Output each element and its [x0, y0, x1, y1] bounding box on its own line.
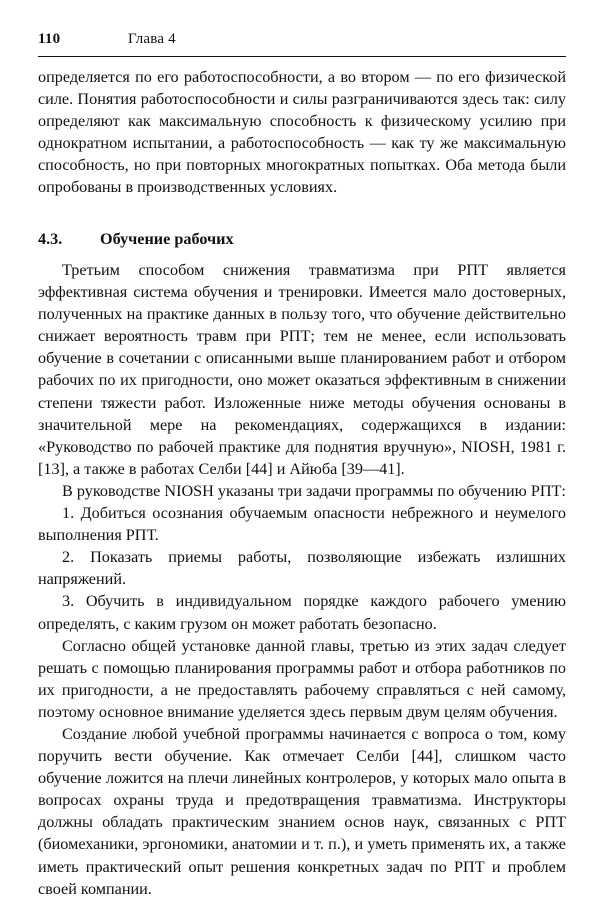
list-item: 3. Обучить в индивидуальном порядке каждого рабочего умению определять, с каким грузом он может работать безопасно.: [38, 592, 566, 633]
section-number: 4.3.: [38, 230, 63, 248]
page-number: 110: [38, 31, 61, 47]
header-rule: [38, 56, 566, 57]
list-item: 2. Показать приемы работы, позволяющие избежать излишних напряжений.: [38, 548, 566, 589]
section-heading: [38, 228, 566, 250]
continued-paragraph: определяется по его работоспособности, а во втором — по его физической силе. Понятия работоспособности и силы разграничиваются здесь так: силу определяют как максимальную способность к физическому усилию при однократном испытании, а работоспособность — как ту же максимальную способность, но при повторных многократных попытках. Оба метода были опробованы в производственных условиях.: [38, 68, 566, 197]
chapter-label: Глава 4: [128, 31, 176, 47]
body-paragraph: В руководстве NIOSH указаны три задачи программы по обучению РПТ:: [62, 481, 566, 500]
list-item: 1. Добиться осознания обучаемым опасности небрежного и неумелого выполнения РПТ.: [38, 504, 566, 545]
section-title: Обучение рабочих: [100, 230, 234, 248]
body-paragraph: Согласно общей установке данной главы, третью из этих задач следует решать с помощью планирования программы работ и отбора работников по их пригодности, а не предоставлять рабочему справляться с ней самому, поэтому основное внимание уделяется здесь первым двум целям обучения.: [38, 636, 566, 721]
continued-text-block: [38, 66, 566, 199]
body-paragraph: Создание любой учебной программы начинается с вопроса о том, кому поручить вести обучение. Как отмечает Селби [44], слишком часто обучение ложится на плечи линейных контролеров, у которых мало опыта в вопросах охраны труда и предотвращения травматизма. Инструкторы должны обладать практическим знанием основ наук, связанных с РПТ (биомеханики, эргономики, анатомии и т. п.), и уметь применять их, а также иметь практический опыт решения конкретных задач по РПТ и проблем своей компании.: [38, 724, 566, 898]
section-body: [38, 259, 566, 900]
body-paragraph: Третьим способом снижения травматизма при РПТ является эффективная система обучения и тренировки. Имеется мало достоверных, полученных на практике данных в пользу того, что обучение действительно снижает вероятность травм при РПТ; тем не менее, если использовать обучение в сочетании с описанными выше планированием работ и отбором рабочих по их пригодности, оно может оказаться эффективным в снижении степени тяжести работ. Изложенные ниже методы обучения основаны в значительной мере на рекомендациях, содержащихся в издании: «Руководство по рабочей практике для поднятия вручную», NIOSH, 1981 г. [13], а также в работах Селби [44] и Айюба [39—41].: [38, 261, 566, 478]
running-head: [38, 30, 568, 48]
